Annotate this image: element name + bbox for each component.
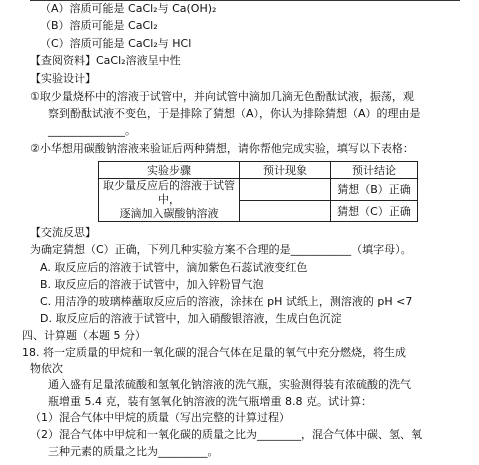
choice-c: C. 用洁净的玻璃棒蘸取反应后的溶液，涂抹在 pH 试纸上，测溶液的 pH <7 [40, 295, 413, 308]
option-c: （C）溶质可能是 CaCl₂与 HCl [40, 37, 192, 50]
step1-line1: ①取少量烧杯中的溶液于试管中，并向试管中滴加几滴无色酚酞试液，振荡，观 [30, 90, 414, 103]
q18-line2: 物依次 [30, 362, 63, 375]
q18-line3: 通入盛有足量浓硫酸和氢氧化钠溶液的洗气瓶，实验测得装有浓硫酸的洗气 [48, 378, 411, 391]
conclusion-b: 猜想（B）正确 [331, 179, 418, 201]
table-step-cell [99, 179, 240, 222]
conclusion-c: 猜想（C）正确 [331, 200, 418, 222]
design-header: 【实验设计】 [30, 72, 96, 85]
header-steps: 实验步骤 [99, 162, 240, 179]
option-a: （A）溶质可能是 CaCl₂与 Ca(OH)₂ [40, 2, 217, 15]
top-rule [30, 0, 460, 1]
reflection-header: 【交流反思】 [30, 226, 96, 239]
reflection-question: 为确定猜想（C）正确，下列几种实验方案不合理的是___________（填字母）。 [30, 243, 412, 256]
q18-sub2-line1: （2）混合气体中甲烷和一氧化碳的质量之比为________，混合气体中碳、氢、氧 [30, 428, 422, 441]
step2-text: ②小华想用碳酸钠溶液来验证后两种猜想，请你帮他完成实验，填写以下表格： [30, 142, 414, 155]
choice-d: D. 取反应后的溶液于试管中，加入硝酸银溶液，生成白色沉淀 [40, 312, 342, 325]
choice-a: A. 取反应后的溶液于试管中，滴加紫色石蕊试液变红色 [40, 261, 308, 274]
q18-line4: 瓶增重 5.4 克，装有氢氧化钠溶液的洗气瓶增重 8.8 克。试计算： [48, 395, 372, 408]
header-conclusion: 预计结论 [331, 162, 418, 179]
step-line: 取少量反应后的溶液于试管 [103, 179, 235, 192]
table-row [99, 179, 418, 201]
phenomenon-cell-b [240, 179, 331, 201]
q18-sub2-line2: 三种元素的质量之比为_________。 [48, 445, 219, 458]
step-line: 逐滴加入碳酸钠溶液 [119, 207, 219, 220]
choice-b: B. 取反应后的溶液于试管中，加入锌粉冒气泡 [40, 278, 264, 291]
ref-info: 【查阅资料】CaCl₂溶液呈中性 [30, 54, 181, 67]
table-header-row [99, 162, 418, 179]
experiment-table [98, 161, 418, 222]
q18-sub1: （1）混合气体中甲烷的质量（写出完整的计算过程） [30, 411, 290, 424]
q18-line1: 18. 将一定质量的甲烷和一氧化碳的混合气体在足量的氧气中充分燃烧，将生成 [22, 346, 406, 359]
section-4-title: 四、计算题（本题 5 分） [22, 329, 146, 342]
step1-blank: ______________。 [48, 124, 136, 137]
header-phenomenon: 预计现象 [240, 162, 331, 179]
option-b: （B）溶质可能是 CaCl₂ [40, 19, 158, 32]
step-line: 中， [158, 193, 180, 206]
step1-line2: 察到酚酞试液不变色，于是排除了猜想（A），你认为排除猜想（A）的理由是 [48, 107, 421, 120]
phenomenon-cell-c [240, 200, 331, 222]
